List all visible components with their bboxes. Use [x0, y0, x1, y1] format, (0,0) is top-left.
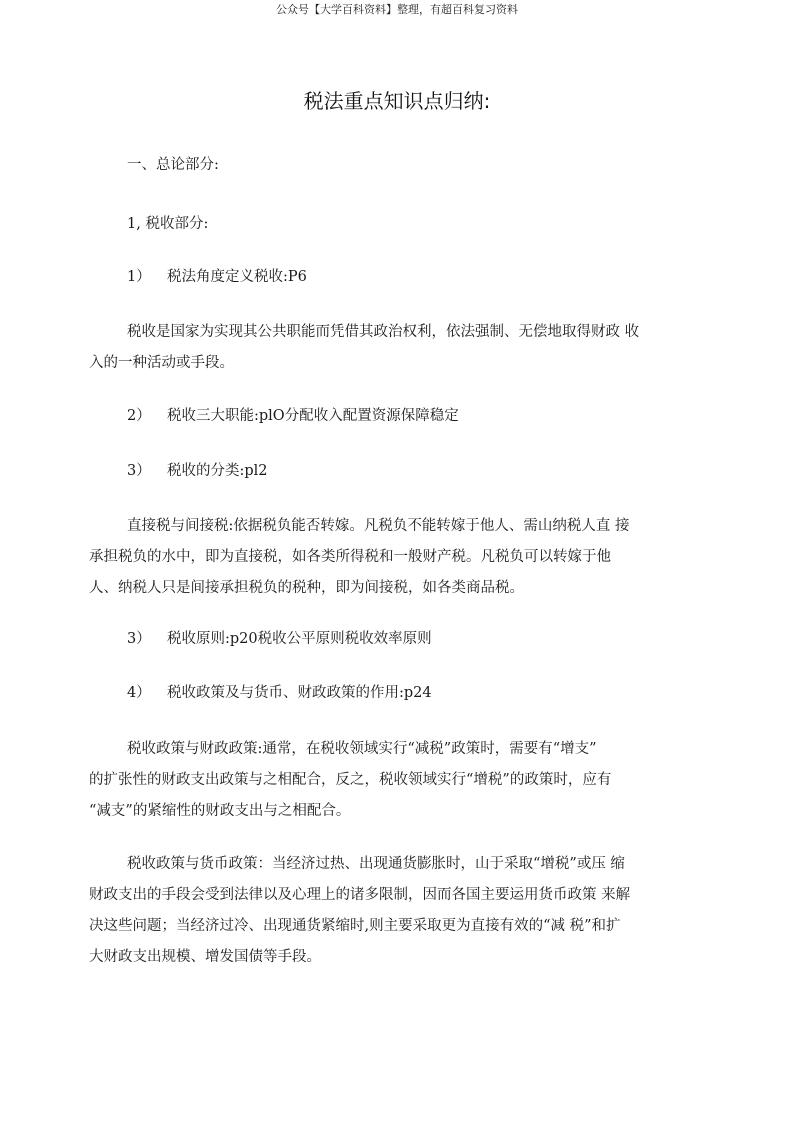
- paragraph-line: 入的一种活动或手段。: [89, 355, 234, 371]
- list-item-text: 税法角度定义税收:P6: [167, 269, 307, 285]
- list-item-number: 3）: [127, 631, 151, 647]
- list-item-tax-policy: [127, 682, 432, 704]
- paragraph-line: 人、纳税人只是间接承担税负的税种，即为间接税，如各类商品税。: [89, 580, 524, 596]
- list-item-number: 2）: [127, 408, 151, 424]
- list-item-text: 税收政策及与货币、财政政策的作用:p24: [167, 685, 432, 701]
- paragraph-line: 税收政策与财政政策:通常，在税收领域实行“减税”政策时，需要有“增支”: [127, 741, 597, 757]
- paragraph-line: 的扩张性的财政支出政策与之相配合，反之，税收领域实行“增税”的政策时，应有: [89, 772, 612, 788]
- list-item-text: 税收原则:p20税收公平原则税收效率原则: [167, 631, 432, 647]
- paragraph-line: 税收政策与货币政策：当经济过热、出现通货膨胀时，山于采取“增税”或压 缩: [127, 856, 625, 872]
- paragraph-fiscal-policy: [89, 734, 709, 827]
- paragraph-line: 税收是国家为实现其公共职能而凭借其政治权利，依法强制、无偿地取得财政 收: [127, 324, 640, 340]
- section-heading-general: 一、总论部分:: [127, 157, 219, 173]
- paragraph-line: 财政支出的手段会受到法律以及心理上的诸多限制，因而各国主要运用货币政策 来解: [89, 887, 631, 903]
- list-item-text: 税收三大职能:plO分配收入配置资源保障稳定: [167, 408, 459, 424]
- paragraph-monetary-policy: [89, 849, 709, 973]
- paragraph-line: 承担税负的水中，即为直接税，如各类所得税和一般财产税。凡税负可以转嫁于他: [89, 549, 611, 565]
- document-title: 税法重点知识点归纳:: [303, 89, 491, 113]
- paragraph-line: “减支”的紧缩性的财政支出与之相配合。: [89, 803, 351, 819]
- header-note: 公众号【大学百科资料】整理，有超百科复习资料: [276, 3, 518, 16]
- list-item-number: 1）: [127, 269, 151, 285]
- paragraph-tax-definition: [89, 317, 709, 379]
- paragraph-line: 大财政支出规模、增发国债等手段。: [89, 949, 321, 965]
- subsection-heading-tax: 1, 税收部分:: [127, 216, 209, 232]
- list-item-tax-definition: [127, 266, 307, 288]
- list-item-tax-functions: [127, 405, 459, 427]
- list-item-number: 3）: [127, 463, 151, 479]
- list-item-tax-classification: [127, 460, 268, 482]
- paragraph-line: 决这些问题；当经济过冷、出现通货紧缩时,则主要采取更为直接有效的“减 税”和扩: [89, 918, 621, 934]
- list-item-tax-principles: [127, 628, 432, 650]
- list-item-text: 税收的分类:pl2: [167, 463, 268, 479]
- paragraph-line: 直接税与间接税:依据税负能否转嫁。凡税负不能转嫁于他人、需山纳税人直 接: [127, 518, 630, 534]
- list-item-number: 4）: [127, 685, 151, 701]
- paragraph-direct-indirect-tax: [89, 511, 709, 604]
